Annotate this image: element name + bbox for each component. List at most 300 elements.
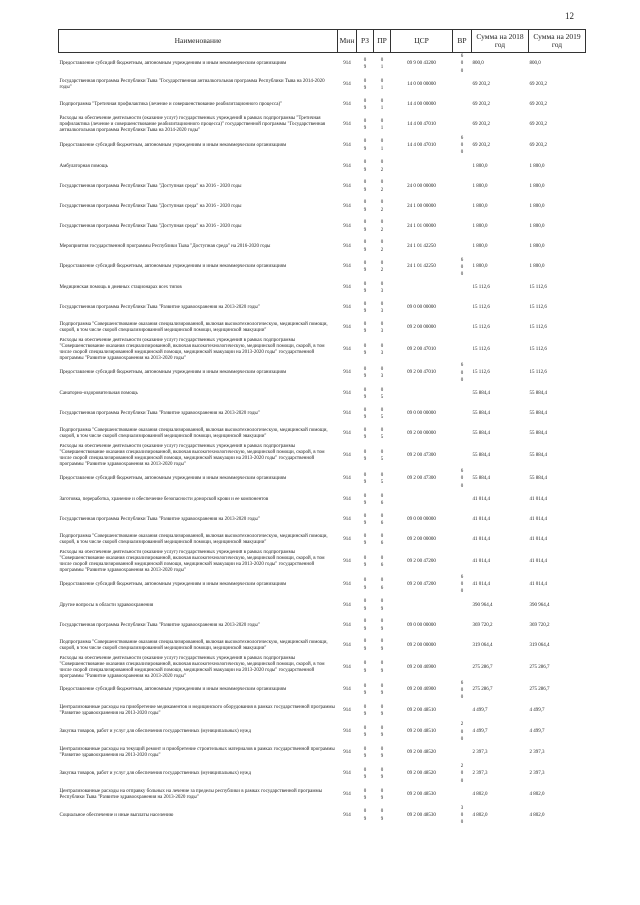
table-row — [59, 574, 586, 596]
cell-vr-digit: 0 — [460, 582, 464, 587]
cell-min: 914 — [343, 391, 351, 396]
cell-vr — [453, 318, 472, 338]
cell-csr: 09 2 00 00000 — [407, 642, 436, 648]
cell-min: 914 — [343, 791, 351, 797]
cell-min: 914 — [343, 770, 351, 776]
cell-sum-2019: 41 014,4 — [529, 581, 547, 587]
cell-pr-digit: 1 — [380, 146, 384, 152]
cell-min: 914 — [343, 516, 351, 522]
cell-name: Централизованные расходы на приобретение медикаментов и медицинского оборудования в рамках государственной программы "Развитие здравоохранения на 2013-2020 годы" — [59, 705, 335, 717]
cell-sum-2018: 55 884,4 — [472, 431, 490, 436]
table-row — [59, 550, 586, 574]
cell-pr-digit: 3 — [380, 374, 384, 380]
cell-min: 914 — [343, 163, 351, 169]
cell-vr — [453, 636, 472, 656]
cell-rz-digit: 0 — [363, 788, 367, 794]
cell-vr-digit: 0 — [460, 813, 464, 818]
cell-rz-digit: 0 — [363, 767, 367, 773]
cell-csr — [391, 596, 453, 616]
cell-pr-digit: 0 — [380, 619, 384, 625]
cell-pr — [374, 550, 391, 574]
cell-pr-digit: 1 — [380, 85, 384, 91]
cell-csr: 09 2 00 46900 — [407, 687, 436, 693]
cell-vr-digit: 0 — [460, 377, 464, 383]
cell-pr-digit: 2 — [380, 167, 384, 173]
cell-min: 914 — [343, 411, 351, 416]
cell-rz-digit: 0 — [363, 180, 367, 186]
cell-pr — [374, 197, 391, 217]
cell-rz-digit: 9 — [363, 309, 367, 315]
cell-sum-2018: 41 014,4 — [472, 496, 490, 502]
cell-vr-digit: 6 — [460, 363, 464, 369]
cell-pr-digit: 9 — [380, 691, 384, 697]
cell-name: Социальное обеспечение и иные выплаты населению — [59, 812, 174, 818]
cell-pr-digit: 9 — [380, 733, 384, 739]
cell-pr — [374, 616, 391, 636]
cell-rz — [357, 424, 374, 444]
cell-rz-digit: 9 — [363, 64, 367, 70]
cell-vr-digit: 2 — [460, 722, 464, 728]
cell-min: 914 — [343, 142, 351, 148]
cell-rz — [357, 596, 374, 616]
cell-min: 914 — [343, 750, 351, 755]
cell-vr — [453, 338, 472, 362]
table-row — [59, 785, 586, 805]
cell-rz-digit: 0 — [363, 407, 367, 413]
cell-vr-digit: 6 — [460, 54, 464, 59]
cell-rz-digit: 9 — [363, 585, 367, 591]
cell-vr-digit: 0 — [460, 771, 464, 777]
cell-rz — [357, 721, 374, 743]
cell-sum-2018: 4 802,0 — [472, 812, 488, 818]
table-row — [59, 616, 586, 636]
cell-sum-2019: 69 203,2 — [529, 101, 547, 107]
cell-sum-2019: 41 014,4 — [529, 536, 547, 542]
cell-pr-digit: 0 — [380, 661, 384, 667]
cell-pr-digit: 0 — [380, 220, 384, 226]
cell-sum-2018: 319 064,4 — [472, 642, 493, 648]
cell-min: 914 — [343, 622, 351, 628]
cell-rz-digit: 9 — [363, 712, 367, 718]
cell-sum-2018: 69 203,2 — [472, 101, 490, 107]
cell-rz-digit: 0 — [363, 322, 367, 327]
cell-pr-digit: 9 — [380, 795, 384, 801]
cell-pr-digit: 0 — [380, 407, 384, 413]
cell-vr-digit: 0 — [460, 687, 464, 693]
cell-vr — [453, 177, 472, 197]
cell-vr-digit: 0 — [460, 483, 464, 489]
cell-vr — [453, 237, 472, 257]
cell-vr — [453, 217, 472, 237]
cell-pr-digit: 3 — [380, 309, 384, 315]
cell-pr-digit: 0 — [380, 387, 384, 393]
cell-pr — [374, 805, 391, 827]
cell-sum-2018: 41 014,4 — [472, 558, 490, 564]
cell-sum-2018: 369 720,2 — [472, 622, 493, 628]
table-row — [59, 217, 586, 237]
cell-name: Государственная программа Республики Тыва "Доступная среда" на 2016 - 2020 годы — [59, 183, 242, 189]
table-row — [59, 721, 586, 743]
cell-rz — [357, 75, 374, 95]
cell-vr — [453, 197, 472, 217]
cell-vr — [453, 743, 472, 763]
cell-name: Мероприятия государственной программы Республики Тыва "Доступная среда" на 2016-2020 годы — [59, 243, 271, 249]
cell-rz — [357, 237, 374, 257]
cell-sum-2019: 55 884,4 — [529, 431, 547, 436]
cell-min: 914 — [343, 812, 351, 818]
table-row — [59, 656, 586, 680]
cell-rz-digit: 0 — [363, 427, 367, 433]
cell-min: 914 — [343, 496, 351, 502]
cell-pr-digit: 0 — [380, 788, 384, 794]
cell-csr: 09 2 00 00000 — [407, 536, 436, 542]
cell-pr — [374, 490, 391, 510]
cell-name: Предоставление субсидий бюджетным, автономным учреждениям и иным некоммерческим организациям — [59, 475, 287, 481]
cell-sum-2019: 2 397,3 — [529, 770, 545, 776]
cell-sum-2018: 55 884,4 — [472, 391, 490, 396]
cell-csr: 09 2 00 47010 — [407, 370, 436, 376]
cell-rz — [357, 95, 374, 115]
cell-sum-2018: 2 397,3 — [472, 770, 488, 776]
cell-vr-digit: 0 — [460, 61, 464, 67]
cell-sum-2018: 69 203,2 — [472, 142, 490, 148]
cell-name: Подпрограмма "Совершенствование оказания специализированной, включая высокотехнологическую, медицинской помощи, скорой, в том числе скорой специализированной медицинской помощи, медицинской эвакуации" — [59, 533, 328, 545]
cell-sum-2018: 1 800,0 — [472, 203, 488, 209]
table-header-row — [59, 30, 586, 53]
cell-csr: 09 2 00 46900 — [407, 664, 436, 670]
cell-name: Закупка товаров, работ и услуг для обеспечения государственных (муниципальных) нужд — [59, 729, 252, 735]
cell-pr-digit: 2 — [380, 187, 384, 193]
cell-vr-digit: 0 — [460, 589, 464, 595]
cell-rz-digit: 9 — [363, 146, 367, 152]
cell-min: 914 — [343, 203, 351, 209]
cell-sum-2019: 41 014,4 — [529, 516, 547, 522]
cell-csr: 14 4 00 47010 — [407, 142, 436, 148]
cell-vr — [453, 135, 472, 157]
cell-sum-2018: 41 014,4 — [472, 581, 490, 587]
cell-pr-digit: 0 — [380, 57, 384, 63]
cell-pr — [374, 763, 391, 785]
cell-pr — [374, 680, 391, 702]
cell-vr — [453, 444, 472, 468]
cell-pr — [374, 362, 391, 384]
cell-csr — [391, 157, 453, 177]
cell-csr: 14 0 00 00000 — [407, 81, 436, 87]
cell-rz-digit: 9 — [363, 646, 367, 652]
cell-name: Закупка товаров, работ и услуг для обеспечения государственных (муниципальных) нужд — [59, 770, 252, 776]
cell-min: 914 — [343, 101, 351, 107]
cell-sum-2019: 4 499,7 — [529, 708, 545, 714]
cell-sum-2019: 69 203,2 — [529, 121, 547, 127]
cell-csr: 09 2 00 48530 — [407, 812, 436, 818]
header-csr: ЦСР — [391, 30, 453, 53]
cell-min: 914 — [343, 60, 351, 66]
cell-vr-digit: 0 — [460, 370, 464, 376]
cell-vr-digit: 0 — [460, 68, 464, 74]
cell-name: Централизованные расходы на текущий ремонт и приобретение строительных материалов в рамках государственной программы "Развитие здравоохранения на 2013-2020 годы" — [59, 747, 335, 758]
cell-csr: 24 1 01 42250 — [407, 243, 436, 249]
cell-pr — [374, 701, 391, 721]
cell-rz-digit: 0 — [363, 639, 367, 645]
cell-vr-digit: 6 — [460, 680, 464, 686]
cell-sum-2019: 390 964,4 — [529, 602, 550, 608]
cell-name: Государственная программа Республики Тыва "Государственная антиалкогольная программа Республики Тыва на 2014-2020 годы" — [59, 78, 325, 90]
cell-rz-digit: 0 — [363, 200, 367, 206]
cell-csr: 09 0 00 00000 — [407, 622, 436, 628]
cell-rz — [357, 404, 374, 424]
cell-rz-digit: 0 — [363, 344, 367, 349]
cell-rz-digit: 0 — [363, 240, 367, 246]
cell-vr — [453, 384, 472, 404]
cell-name: Предоставление субсидий бюджетным, автономным учреждениям и иным некоммерческим организациям — [59, 142, 287, 148]
cell-rz-digit: 0 — [363, 160, 367, 166]
cell-rz — [357, 636, 374, 656]
cell-csr: 09 2 00 48520 — [407, 770, 436, 776]
cell-vr — [453, 785, 472, 805]
cell-vr-digit: 0 — [460, 695, 464, 700]
table-body — [59, 53, 586, 827]
cell-rz-digit: 9 — [363, 351, 367, 357]
cell-vr — [453, 721, 472, 743]
cell-pr-digit: 0 — [380, 78, 384, 84]
cell-rz — [357, 257, 374, 279]
table-row — [59, 490, 586, 510]
cell-sum-2019: 1 800,0 — [529, 203, 545, 209]
cell-sum-2018: 1 800,0 — [472, 264, 488, 270]
cell-pr-digit: 6 — [380, 585, 384, 591]
header-vr: ВР — [453, 30, 472, 53]
table-row — [59, 468, 586, 490]
cell-rz-digit: 0 — [363, 220, 367, 226]
cell-sum-2019: 275 286,7 — [529, 687, 550, 693]
cell-pr-digit: 3 — [380, 289, 384, 295]
cell-min: 914 — [343, 536, 351, 542]
cell-min: 914 — [343, 243, 351, 249]
cell-pr-digit: 9 — [380, 754, 384, 759]
cell-pr-digit: 0 — [380, 449, 384, 455]
cell-rz-digit: 0 — [363, 746, 367, 752]
cell-csr: 09 2 00 47010 — [407, 347, 436, 353]
cell-min: 914 — [343, 475, 351, 481]
cell-sum-2018: 15 112,6 — [472, 370, 490, 376]
cell-name: Предоставление субсидий бюджетным, автономным учреждениям и иным некоммерческим организациям — [59, 264, 287, 270]
cell-pr-digit: 9 — [380, 712, 384, 718]
cell-name: Государственная программа Республики Тыва "Доступная среда" на 2016 - 2020 годы — [59, 203, 242, 209]
cell-rz — [357, 135, 374, 157]
cell-rz-digit: 9 — [363, 415, 367, 420]
cell-rz-digit: 0 — [363, 705, 367, 710]
cell-sum-2018: 41 014,4 — [472, 516, 490, 522]
cell-sum-2019: 4 802,0 — [529, 812, 545, 818]
cell-vr — [453, 53, 472, 75]
cell-sum-2018: 275 286,7 — [472, 664, 493, 670]
cell-vr — [453, 510, 472, 530]
cell-sum-2019: 55 884,4 — [529, 391, 547, 396]
cell-pr — [374, 257, 391, 279]
cell-rz — [357, 384, 374, 404]
cell-csr — [391, 278, 453, 298]
cell-pr — [374, 75, 391, 95]
cell-name: Подпрограмма "Третичная профилактика (лечение и совершенствование реабилитационного процесса)" — [59, 101, 283, 107]
cell-name: Заготовка, переработка, хранение и обеспечение безопасности донорской крови и ее компонентов — [59, 496, 269, 502]
table-row — [59, 424, 586, 444]
cell-min: 914 — [343, 183, 351, 189]
cell-sum-2019: 15 112,6 — [529, 285, 547, 291]
cell-csr: 24 1 01 00000 — [407, 223, 436, 229]
cell-sum-2018: 41 014,4 — [472, 536, 490, 542]
table-row — [59, 362, 586, 384]
cell-name: Государственная программа Республики Тыва "Доступная среда" на 2016 - 2020 годы — [59, 223, 242, 229]
cell-rz — [357, 510, 374, 530]
cell-rz-digit: 0 — [363, 493, 367, 499]
cell-pr — [374, 530, 391, 550]
cell-vr — [453, 680, 472, 702]
cell-vr-digit: 6 — [460, 469, 464, 474]
cell-name: Расходы на обеспечение деятельности (оказание услуг) государственных учреждений в рамках подпрограммы "Совершенствование оказания специализированной, включая высокотехнологическую, медицинской помощи, скорой, в том числе скорой специализированной медицинской помощи, медицинской эвакуации на 2013-2020 годы" государственной программы "Развитие здравоохранения на 2013-2020 годы" — [59, 655, 325, 679]
cell-pr-digit: 0 — [380, 200, 384, 206]
cell-vr-digit: 0 — [460, 143, 464, 148]
cell-csr: 14 4 00 00000 — [407, 101, 436, 107]
cell-rz-digit: 0 — [363, 139, 367, 145]
cell-vr — [453, 763, 472, 785]
cell-csr: 09 0 00 00000 — [407, 516, 436, 522]
cell-rz — [357, 701, 374, 721]
cell-name: Медицинская помощь в дневных стационарах всех типов — [59, 285, 182, 291]
table-row — [59, 805, 586, 827]
cell-name: Предоставление субсидий бюджетным, автономным учреждениям и иным некоммерческим организациям — [59, 581, 287, 587]
cell-sum-2019: 55 884,4 — [529, 453, 547, 458]
cell-pr — [374, 656, 391, 680]
cell-min: 914 — [343, 602, 351, 608]
cell-rz-digit: 9 — [363, 691, 367, 697]
cell-min: 914 — [343, 81, 351, 87]
cell-min: 914 — [343, 642, 351, 648]
cell-vr-digit: 0 — [460, 150, 464, 156]
cell-pr-digit: 3 — [380, 329, 384, 335]
table-row — [59, 338, 586, 362]
table-row — [59, 384, 586, 404]
cell-rz — [357, 362, 374, 384]
header-rz: РЗ — [357, 30, 374, 53]
cell-pr — [374, 278, 391, 298]
cell-sum-2018: 15 112,6 — [472, 305, 490, 311]
cell-sum-2018: 1 800,0 — [472, 163, 488, 169]
cell-pr-digit: 2 — [380, 268, 384, 274]
cell-rz-digit: 0 — [363, 533, 367, 539]
cell-rz-digit: 9 — [363, 247, 367, 253]
cell-vr — [453, 404, 472, 424]
cell-rz-digit: 9 — [363, 774, 367, 780]
cell-vr — [453, 530, 472, 550]
cell-min: 914 — [343, 223, 351, 229]
cell-pr — [374, 237, 391, 257]
cell-pr-digit: 0 — [380, 639, 384, 645]
cell-sum-2019: 4 802,0 — [529, 791, 545, 797]
cell-rz — [357, 743, 374, 763]
cell-pr-digit: 0 — [380, 578, 384, 584]
cell-vr-digit: 6 — [460, 574, 464, 580]
cell-vr — [453, 490, 472, 510]
cell-min: 914 — [343, 687, 351, 693]
cell-csr: 14 4 00 47010 — [407, 121, 436, 127]
cell-sum-2018: 800,0 — [472, 60, 484, 66]
cell-pr — [374, 785, 391, 805]
cell-pr-digit: 5 — [380, 457, 384, 462]
cell-pr — [374, 384, 391, 404]
cell-rz — [357, 574, 374, 596]
cell-name: Предоставление субсидий бюджетным, автономным учреждениям и иным некоммерческим организациям — [59, 60, 287, 66]
cell-pr-digit: 6 — [380, 520, 384, 526]
cell-sum-2018: 1 800,0 — [472, 243, 488, 249]
cell-vr-digit: 0 — [460, 736, 464, 742]
cell-rz-digit: 0 — [363, 366, 367, 372]
cell-name: Другие вопросы в области здравоохранения — [59, 602, 154, 608]
cell-sum-2018: 390 964,4 — [472, 602, 493, 608]
cell-rz-digit: 0 — [363, 599, 367, 605]
table-row — [59, 743, 586, 763]
cell-vr-digit: 0 — [460, 476, 464, 482]
cell-pr-digit: 0 — [380, 705, 384, 710]
cell-vr — [453, 550, 472, 574]
table-row — [59, 510, 586, 530]
cell-rz-digit: 9 — [363, 816, 367, 822]
cell-csr: 09 2 00 48510 — [407, 708, 436, 714]
cell-rz — [357, 763, 374, 785]
cell-rz — [357, 680, 374, 702]
cell-sum-2018: 2 397,3 — [472, 750, 488, 755]
table-row — [59, 701, 586, 721]
cell-rz-digit: 0 — [363, 449, 367, 455]
cell-sum-2019: 4 499,7 — [529, 729, 545, 735]
header-sum-2018: Сумма на 2018 год — [472, 30, 529, 53]
cell-min: 914 — [343, 121, 351, 127]
cell-sum-2018: 4 499,7 — [472, 708, 488, 714]
cell-pr-digit: 6 — [380, 562, 384, 568]
cell-pr-digit: 0 — [380, 322, 384, 327]
cell-rz-digit: 9 — [363, 435, 367, 440]
cell-vr-digit: 6 — [460, 257, 464, 263]
cell-csr: 09 2 00 48510 — [407, 729, 436, 735]
cell-sum-2019: 800,0 — [529, 60, 541, 66]
cell-sum-2019: 41 014,4 — [529, 558, 547, 564]
cell-pr — [374, 743, 391, 763]
cell-pr-digit: 0 — [380, 344, 384, 349]
cell-rz-digit: 9 — [363, 207, 367, 213]
cell-pr-digit: 0 — [380, 282, 384, 287]
table-row — [59, 53, 586, 75]
table-row — [59, 596, 586, 616]
cell-pr-digit: 2 — [380, 207, 384, 213]
cell-rz-digit: 9 — [363, 626, 367, 632]
cell-pr-digit: 0 — [380, 240, 384, 246]
cell-pr-digit: 0 — [380, 513, 384, 519]
cell-vr — [453, 574, 472, 596]
cell-sum-2018: 69 203,2 — [472, 81, 490, 87]
cell-csr: 09 2 00 48520 — [407, 750, 436, 755]
cell-sum-2019: 1 800,0 — [529, 163, 545, 169]
cell-rz-digit: 9 — [363, 500, 367, 506]
cell-pr-digit: 2 — [380, 247, 384, 253]
cell-rz-digit: 0 — [363, 57, 367, 63]
cell-sum-2019: 15 112,6 — [529, 370, 547, 376]
cell-sum-2018: 1 800,0 — [472, 223, 488, 229]
cell-rz — [357, 115, 374, 135]
cell-csr: 24 1 01 42250 — [407, 264, 436, 270]
cell-pr-digit: 0 — [380, 302, 384, 307]
cell-vr — [453, 298, 472, 318]
cell-vr — [453, 95, 472, 115]
cell-rz-digit: 0 — [363, 619, 367, 625]
